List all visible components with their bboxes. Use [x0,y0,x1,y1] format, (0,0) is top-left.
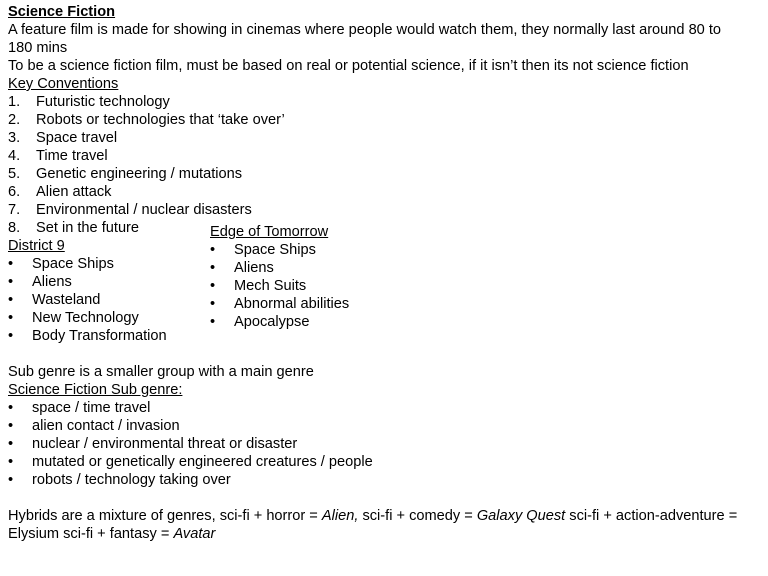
convention-item [8,219,139,237]
item-number: 1. [8,94,21,110]
item-text: Apocalypse [234,314,310,330]
item-text: Space travel [36,130,118,146]
bullet-icon: • [8,328,14,344]
district9-item [8,291,100,309]
item-text: Mech Suits [234,278,307,294]
district9-item [8,273,72,291]
item-text: Space Ships [32,256,114,272]
item-text: Time travel [36,148,108,164]
hybrids-text: sci-fi + comedy = [358,508,477,524]
item-text: space / time travel [32,400,151,416]
sub-genre-definition: Sub genre is a smaller group with a main genre [8,364,314,380]
edge-item [210,277,306,295]
page-title: Science Fiction [8,4,116,20]
edge-item [210,295,349,313]
item-number: 3. [8,130,21,146]
bullet-icon: • [8,400,14,416]
district9-heading: District 9 [8,238,65,254]
item-number: 6. [8,184,21,200]
bullet-icon: • [8,274,14,290]
edge-of-tomorrow-heading: Edge of Tomorrow [210,224,329,240]
film-title-avatar: Avatar [173,526,216,542]
bullet-icon: • [8,310,14,326]
item-number: 7. [8,202,21,218]
item-text: nuclear / environmental threat or disaster [32,436,298,452]
bullet-icon: • [210,314,216,330]
hybrids-line-2 [8,525,215,543]
convention-item [8,93,170,111]
item-text: mutated or genetically engineered creatures / people [32,454,373,470]
bullet-icon: • [210,296,216,312]
convention-item [8,165,242,183]
hybrids-text: Elysium sci-fi + fantasy = [8,526,174,542]
intro-line-2: 180 mins [8,40,68,56]
item-text: Environmental / nuclear disasters [36,202,252,218]
film-title-alien: Alien, [321,508,359,524]
edge-item [210,241,316,259]
item-text: Wasteland [32,292,101,308]
sub-genre-item [8,453,373,471]
item-text: Abnormal abilities [234,296,350,312]
district9-item [8,309,139,327]
sub-genre-heading: Science Fiction Sub genre: [8,382,183,398]
film-title-galaxy-quest: Galaxy Quest [476,508,566,524]
sub-genre-item [8,435,297,453]
item-text: alien contact / invasion [32,418,180,434]
convention-item [8,183,111,201]
intro-line-1: A feature film is made for showing in cinemas where people would watch them, they normally last around 80 to [8,22,722,38]
hybrids-text: sci-fi + action-adventure = [565,508,738,524]
sub-genre-item [8,417,180,435]
convention-item [8,201,252,219]
item-text: Space Ships [234,242,316,258]
item-text: Robots or technologies that ‘take over’ [36,112,285,128]
convention-item [8,129,117,147]
item-text: Body Transformation [32,328,167,344]
district9-item [8,255,114,273]
bullet-icon: • [210,242,216,258]
bullet-icon: • [8,418,14,434]
convention-item [8,147,108,165]
item-text: Aliens [32,274,72,290]
bullet-icon: • [8,292,14,308]
item-text: Futuristic technology [36,94,170,110]
bullet-icon: • [210,278,216,294]
item-number: 5. [8,166,21,182]
edge-item [210,313,309,331]
sub-genre-item [8,471,231,489]
bullet-icon: • [8,472,14,488]
intro-line-3: To be a science fiction film, must be based on real or potential science, if it isn’t then its not science fiction [8,58,689,74]
item-number: 4. [8,148,21,164]
bullet-icon: • [8,256,14,272]
item-text: robots / technology taking over [32,472,231,488]
item-text: Genetic engineering / mutations [36,166,243,182]
item-text: Alien attack [36,184,112,200]
convention-item [8,111,285,129]
item-text: New Technology [32,310,139,326]
hybrids-line-1 [8,507,737,525]
item-text: Aliens [234,260,274,276]
sub-genre-item [8,399,150,417]
bullet-icon: • [8,454,14,470]
bullet-icon: • [210,260,216,276]
item-number: 2. [8,112,21,128]
edge-item [210,259,274,277]
hybrids-text: Hybrids are a mixture of genres, sci-fi + horror = [8,508,322,524]
district9-item [8,327,167,345]
item-text: Set in the future [36,220,140,236]
key-conventions-heading: Key Conventions [8,76,119,92]
bullet-icon: • [8,436,14,452]
item-number: 8. [8,220,21,236]
